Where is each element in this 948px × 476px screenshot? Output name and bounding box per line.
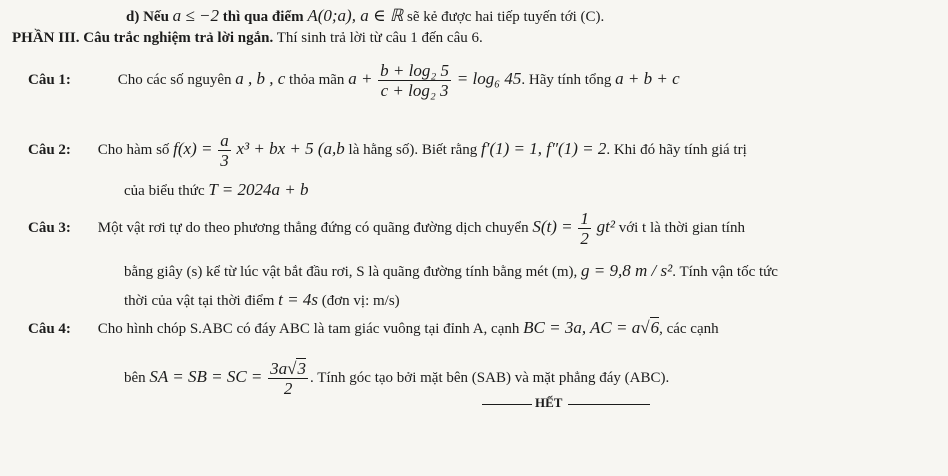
q2-line2-a: của biểu thức [124, 183, 205, 199]
q2-label: Câu 2: [28, 141, 71, 158]
q3-g: g = 9,8 m / s² [581, 261, 673, 280]
q1-rhs: = log₆ 45 [456, 68, 522, 88]
part3-title: PHẦN III. Câu trắc nghiệm trả lời ngắn. [12, 30, 274, 46]
q2-fraction [218, 132, 231, 169]
q2-cond: f′(1) = 1, f″(1) = 2 [481, 138, 607, 158]
q4-frac-num-sqrt: 3 [297, 359, 306, 378]
q2-line1 [28, 132, 747, 169]
q1-text-c: . Hãy tính tổng [521, 71, 612, 88]
q4-label: Câu 4: [28, 321, 71, 337]
q2-expr: T = 2024a + b [208, 180, 309, 199]
q4-sides-a: BC = 3a, AC = a [523, 318, 641, 337]
q3-frac-num: 1 [580, 209, 589, 228]
q2-frac-den: 3 [220, 151, 229, 170]
q4-sides: BC = 3a, AC = a√6 [523, 318, 660, 337]
q4-eq-lhs: SA = SB = SC = [149, 366, 263, 386]
q4-line2 [124, 360, 669, 397]
q3-line2-b: . Tính vận tốc tức [672, 264, 778, 280]
part3-heading [12, 30, 483, 47]
q2-line2 [124, 180, 308, 200]
q2-func-lhs: f(x) = [173, 138, 213, 158]
q3-t: t = 4s [278, 290, 318, 309]
q3-label: Câu 3: [28, 219, 71, 236]
q4-frac-num-a: 3a [270, 359, 288, 378]
q1-line [28, 62, 680, 99]
end-label: HẾT [535, 395, 563, 410]
q1-vars: a , b , c [235, 68, 286, 88]
q2-func-rhs: x³ + bx + 5 (a,b [236, 138, 345, 158]
q3-text-b: với t là thời gian tính [618, 219, 745, 236]
q4-text-a: Cho hình chóp S.ABC có đáy ABC là tam giác vuông tại đỉnh A, cạnh [97, 321, 520, 337]
item-d [126, 6, 604, 26]
q2-text-a: Cho hàm số [97, 141, 170, 158]
q2-text-c: . Khi đó hãy tính giá trị [606, 141, 747, 158]
q1-frac-num: b + log₂ 5 [380, 61, 450, 80]
q2-text-b: là hằng số). Biết rằng [348, 141, 478, 158]
q1-text-a: Cho các số nguyên [117, 71, 232, 88]
q3-line1 [28, 210, 745, 247]
q1-fraction [378, 62, 451, 99]
end-rule-left [482, 404, 532, 405]
item-d-point: A(0;a), a ∈ ℝ [307, 6, 404, 25]
q4-sqrt: 6 [650, 318, 660, 337]
q4-line1 [28, 318, 719, 338]
q1-lhs: a + [348, 68, 373, 88]
q3-text-a: Một vật rơi tự do theo phương thẳng đứng có quãng đường dịch chuyển [97, 219, 529, 236]
q4-text-b: , các cạnh [659, 321, 719, 337]
q4-fraction [268, 360, 308, 397]
q3-s-lhs: S(t) = [532, 216, 573, 236]
q3-s-rhs: gt² [596, 216, 615, 236]
q3-line3-b: (đơn vị: m/s) [321, 293, 400, 309]
q3-line2 [124, 261, 778, 281]
q4-line2-a: bên [124, 369, 146, 386]
item-d-mid: thì qua điểm [222, 9, 304, 25]
q4-frac-num: 3a√3 [270, 359, 306, 378]
q1-frac-den: c + log₂ 3 [380, 81, 449, 100]
part3-instruction: Thí sinh trả lời từ câu 1 đến câu 6. [276, 30, 483, 46]
q3-line2-a: bằng giây (s) kể từ lúc vật bắt đầu rơi, S là quãng đường tính bằng mét (m), [124, 264, 578, 280]
q1-label: Câu 1: [28, 71, 71, 88]
q4-line2-b: . Tính góc tạo bởi mặt bên (SAB) và mặt phẳng đáy (ABC). [309, 369, 670, 386]
item-d-prefix: d) Nếu [126, 9, 169, 25]
item-d-cond: a ≤ −2 [172, 6, 219, 25]
q3-line3-a: thời của vật tại thời điểm [124, 293, 275, 309]
q3-line3 [124, 290, 400, 310]
item-d-rest: sẽ kẻ được hai tiếp tuyến tới (C). [407, 9, 605, 25]
q3-fraction [578, 210, 591, 247]
q2-frac-num: a [220, 131, 229, 150]
q1-target: a + b + c [615, 68, 680, 88]
q4-frac-den: 2 [283, 379, 293, 398]
q3-frac-den: 2 [580, 229, 589, 248]
end-rule-right [568, 404, 650, 405]
q1-text-b: thỏa mãn [289, 71, 345, 88]
